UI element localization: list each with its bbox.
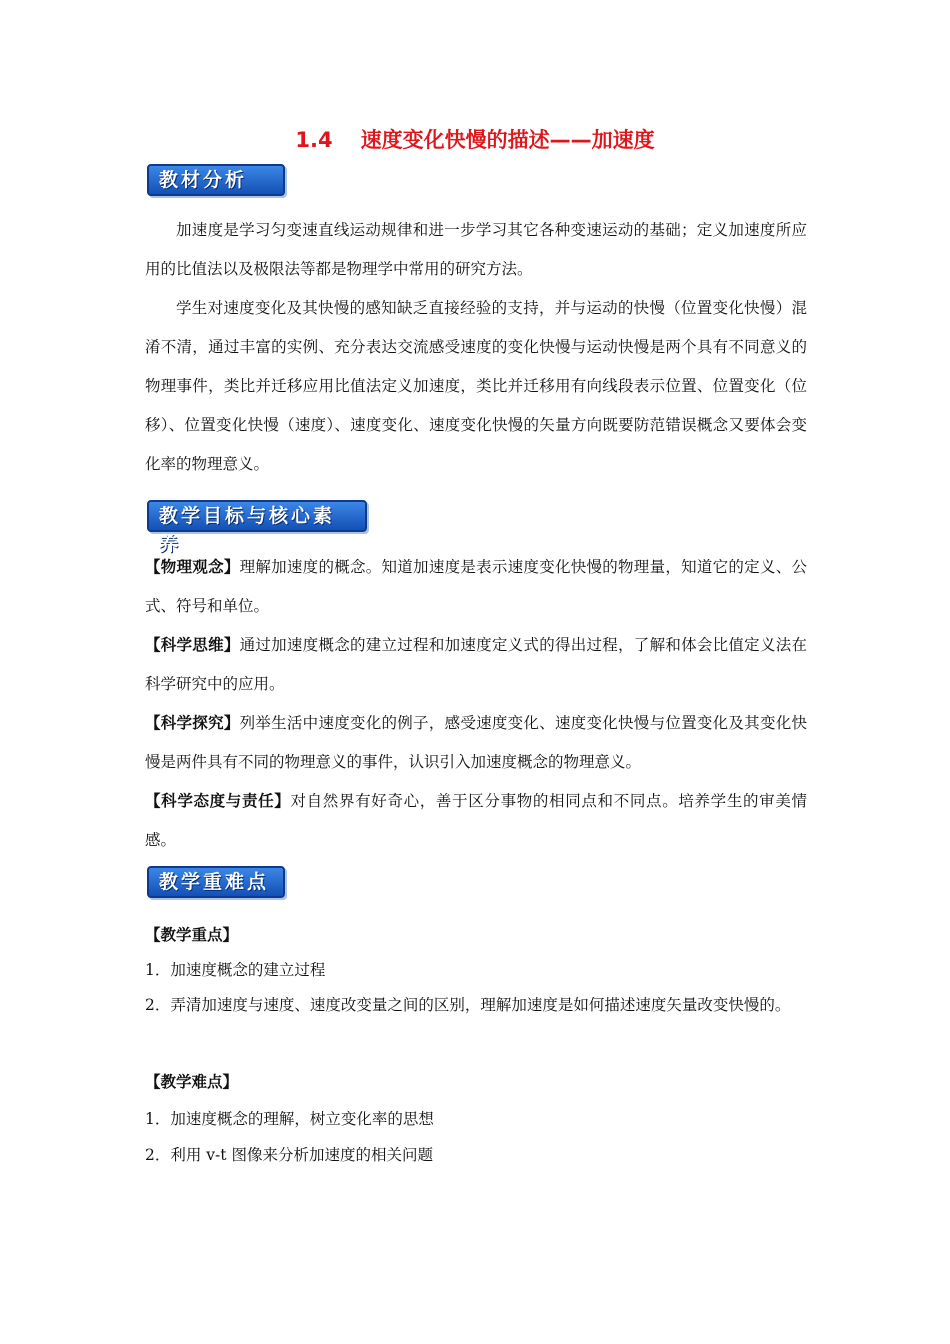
analysis-paragraph-2: 学生对速度变化及其快慢的感知缺乏直接经验的支持，并与运动的快慢（位置变化快慢）混淆不清，通过丰富的实例、充分表达交流感受速度的变化快慢与运动快慢是两个具有不同意义的物理事件，类比并迁移应用比值法定义加速度，类比并迁移用有向线段表示位置、位置变化（位移）、位置变化快慢（速度）、速度变化、速度变化快慢的矢量方向既要防范错误概念又要体会变化率的物理意义。: [145, 299, 807, 473]
difficulty-item-1: 1．加速度概念的理解，树立变化率的思想: [145, 1110, 434, 1128]
goal-label: 【物理观念】: [145, 557, 240, 576]
focus-item-2: 2．弄清加速度与速度、速度改变量之间的区别，理解加速度是如何描述速度矢量改变快慢的。: [145, 996, 791, 1014]
goal-text: 对自然界有好奇心，善于区分事物的相同点和不同点。培养学生的审美情感。: [145, 792, 807, 849]
heading-keypoints: 教学重难点: [147, 866, 285, 898]
difficulty-item-2: 2．利用 v-t 图像来分析加速度的相关问题: [145, 1146, 433, 1164]
goal-scientific-thinking: [145, 625, 807, 704]
goal-text: 列举生活中速度变化的例子，感受速度变化、速度变化快慢与位置变化及其变化快慢是两件具有不同的物理意义的事件，认识引入加速度概念的物理意义。: [145, 714, 807, 771]
goal-attitude-responsibility: [145, 781, 807, 860]
goal-label: 【科学思维】: [145, 635, 240, 654]
goal-label: 【科学探究】: [145, 713, 240, 732]
goal-scientific-inquiry: [145, 703, 807, 782]
heading-goals: 教学目标与核心素养: [147, 500, 367, 532]
title-text: 速度变化快慢的描述——加速度: [360, 128, 655, 152]
focus-label: 【教学重点】: [145, 925, 239, 944]
section-number: 1.4: [295, 128, 333, 152]
page-title: [0, 124, 950, 154]
goal-label: 【科学态度与责任】: [145, 791, 291, 810]
goal-physics-concept: [145, 547, 807, 626]
difficulty-label: 【教学难点】: [145, 1072, 239, 1091]
goal-text: 通过加速度概念的建立过程和加速度定义式的得出过程，了解和体会比值定义法在科学研究中的应用。: [145, 636, 807, 693]
analysis-paragraph-1: 加速度是学习匀变速直线运动规律和进一步学习其它各种变速运动的基础；定义加速度所应用的比值法以及极限法等都是物理学中常用的研究方法。: [145, 221, 807, 278]
goal-text: 理解加速度的概念。知道加速度是表示速度变化快慢的物理量，知道它的定义、公式、符号和单位。: [145, 558, 807, 615]
heading-analysis: 教材分析: [147, 164, 285, 196]
focus-item-1: 1．加速度概念的建立过程: [145, 961, 326, 979]
